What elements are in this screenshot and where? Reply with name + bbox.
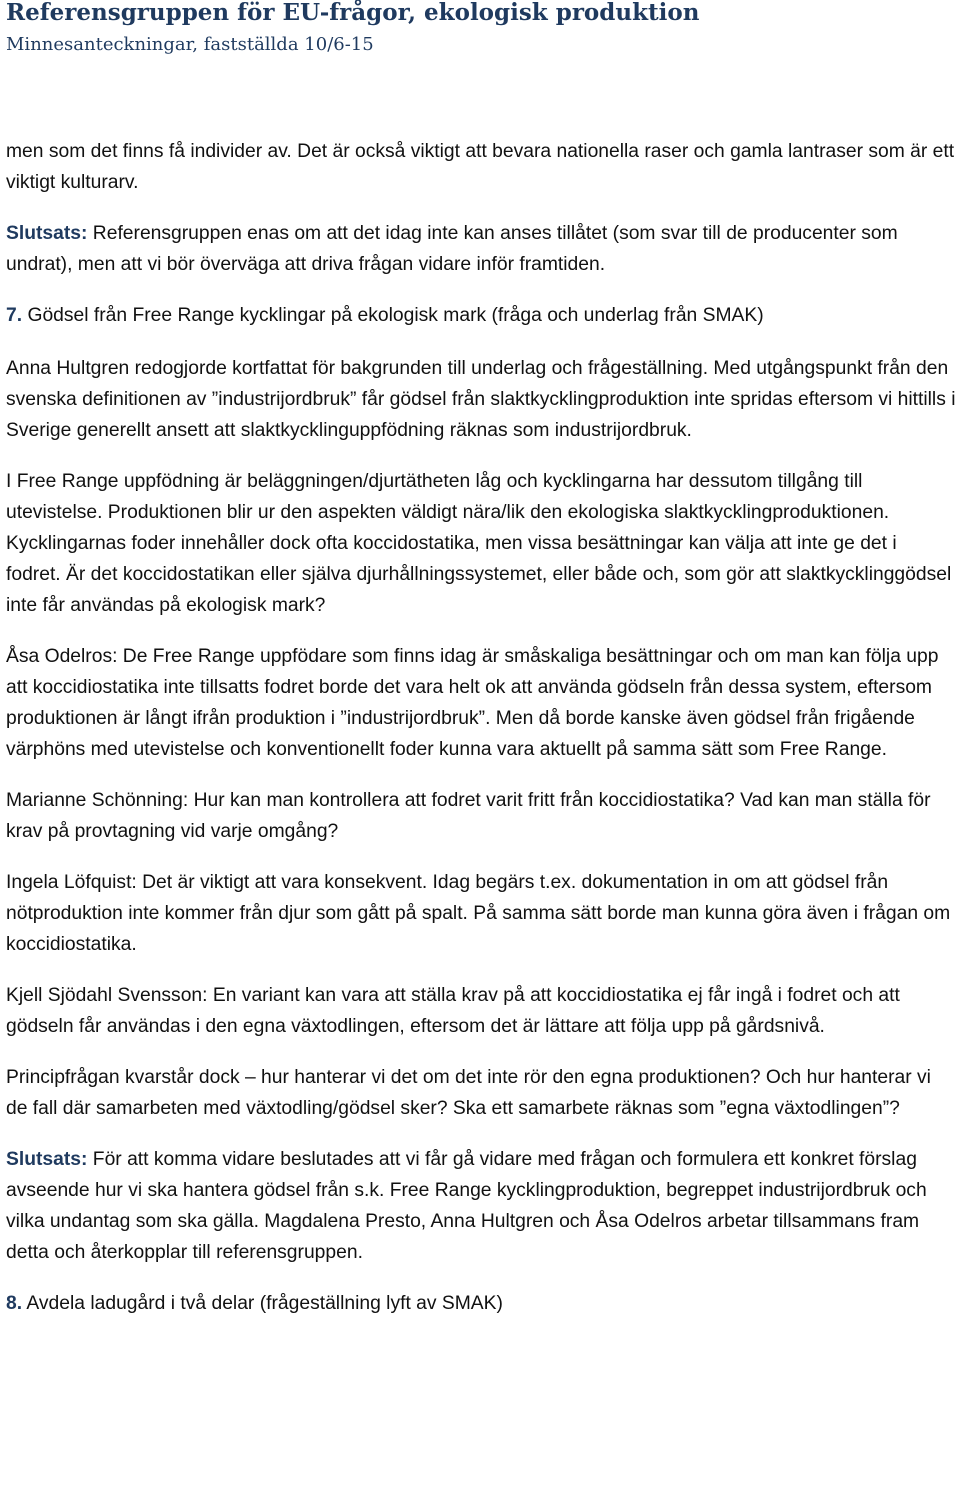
paragraph-asa-odelros: Åsa Odelros: De Free Range uppfödare som finns idag är småskaliga besättningar och om man kan följa upp att koccidiostatika inte tillsatts fodret borde det vara helt ok att använda gödseln från dessa system, eftersom produktionen är långt ifrån produktion i ”industrijordbruk”. Men då borde kanske även gödsel från frigående värphöns med utevistelse och konventionellt foder kunna vara aktuellt på samma sätt som Free Range. (6, 646, 939, 760)
paragraph-principle-question: Principfrågan kvarstår dock – hur hanterar vi det om det inte rör den egna produktionen? Och hur hanterar vi de fall där samarbeten med växtodling/gödsel sker? Ska ett samarbete räknas som ”egna växtodlingen”? (6, 1067, 931, 1119)
agenda-item-number: 8. (6, 1293, 23, 1314)
paragraph-kjell-sjodahl: Kjell Sjödahl Svensson: En variant kan vara att ställa krav på att koccidiostatika ej får ingå i fodret och att gödseln får användas i den egna växtodlingen, eftersom det är lättare att följa upp på gårdsnivå. (6, 985, 900, 1037)
document-header (6, 0, 956, 58)
agenda-item-number: 7. (6, 305, 23, 326)
paragraph-conclusion-1: Slutsats: Referensgruppen enas om att det idag inte kan anses tillåtet (som svar till de producenter som undrat), men att vi bör överväga att driva frågan vidare inför framtiden. (6, 223, 898, 275)
agenda-item-7 (6, 300, 956, 331)
paragraph-marianne-schonning: Marianne Schönning: Hur kan man kontrollera att fodret varit fritt från koccidiostatika? Vad kan man ställa för krav på provtagning vid varje omgång? (6, 790, 931, 842)
paragraph-free-range: I Free Range uppfödning är beläggningen/djurtätheten låg och kycklingarna har dessutom tillgång till utevistelse. Produktionen blir ur den aspekten väldigt nära/lik den ekologiska slaktkycklingproduktionen. Kycklingarnas foder innehåller dock ofta koccidostatika, men vissa besättningar kan välja att inte ge det i fodret. Är det koccidostatikan eller själva djurhållningssystemet, eller både och, som gör att slaktkycklinggödsel inte får användas på ekologisk mark? (6, 471, 952, 616)
paragraph-ingela-lofquist: Ingela Löfquist: Det är viktigt att vara konsekvent. Idag begärs t.ex. dokumentation in om att gödsel från nötproduktion inte kommer från djur som gått på spalt. På samma sätt borde man kunna göra även i frågan om koccidiostatika. (6, 872, 951, 955)
conclusion-label: Slutsats: (6, 223, 88, 244)
document-title: Referensgruppen för EU-frågor, ekologisk produktion (6, 0, 700, 26)
paragraph-conclusion-2: Slutsats: För att komma vidare beslutades att vi får gå vidare med frågan och formulera ett konkret förslag avseende hur vi ska hantera gödsel från s.k. Free Range kycklingproduktion, begreppet industrijordbruk och vilka undantag som ska gälla. Magdalena Presto, Anna Hultgren och Åsa Odelros arbetar tillsammans fram detta och återkopplar till referensgruppen. (6, 1149, 927, 1263)
agenda-item-8 (6, 1288, 956, 1319)
document-subtitle: Minnesanteckningar, fastställda 10/6-15 (6, 34, 374, 55)
conclusion-label: Slutsats: (6, 1149, 88, 1170)
paragraph-breeds: men som det finns få individer av. Det är också viktigt att bevara nationella raser och gamla lantraser som är ett viktigt kulturarv. (6, 141, 955, 193)
document-body (6, 136, 956, 1339)
paragraph-background: Anna Hultgren redogjorde kortfattat för bakgrunden till underlag och frågeställning. Med utgångspunkt från den svenska definitionen av ”industrijordbruk” får gödsel från slaktkycklingproduktion inte spridas eftersom vi hittills i Sverige generellt ansett att slaktkycklinguppfödning räknas som industrijordbruk. (6, 358, 956, 441)
agenda-item-title: Gödsel från Free Range kycklingar på ekologisk mark (fråga och underlag från SMAK) (22, 305, 764, 326)
agenda-item-title: Avdela ladugård i två delar (frågeställning lyft av SMAK) (22, 1293, 503, 1314)
